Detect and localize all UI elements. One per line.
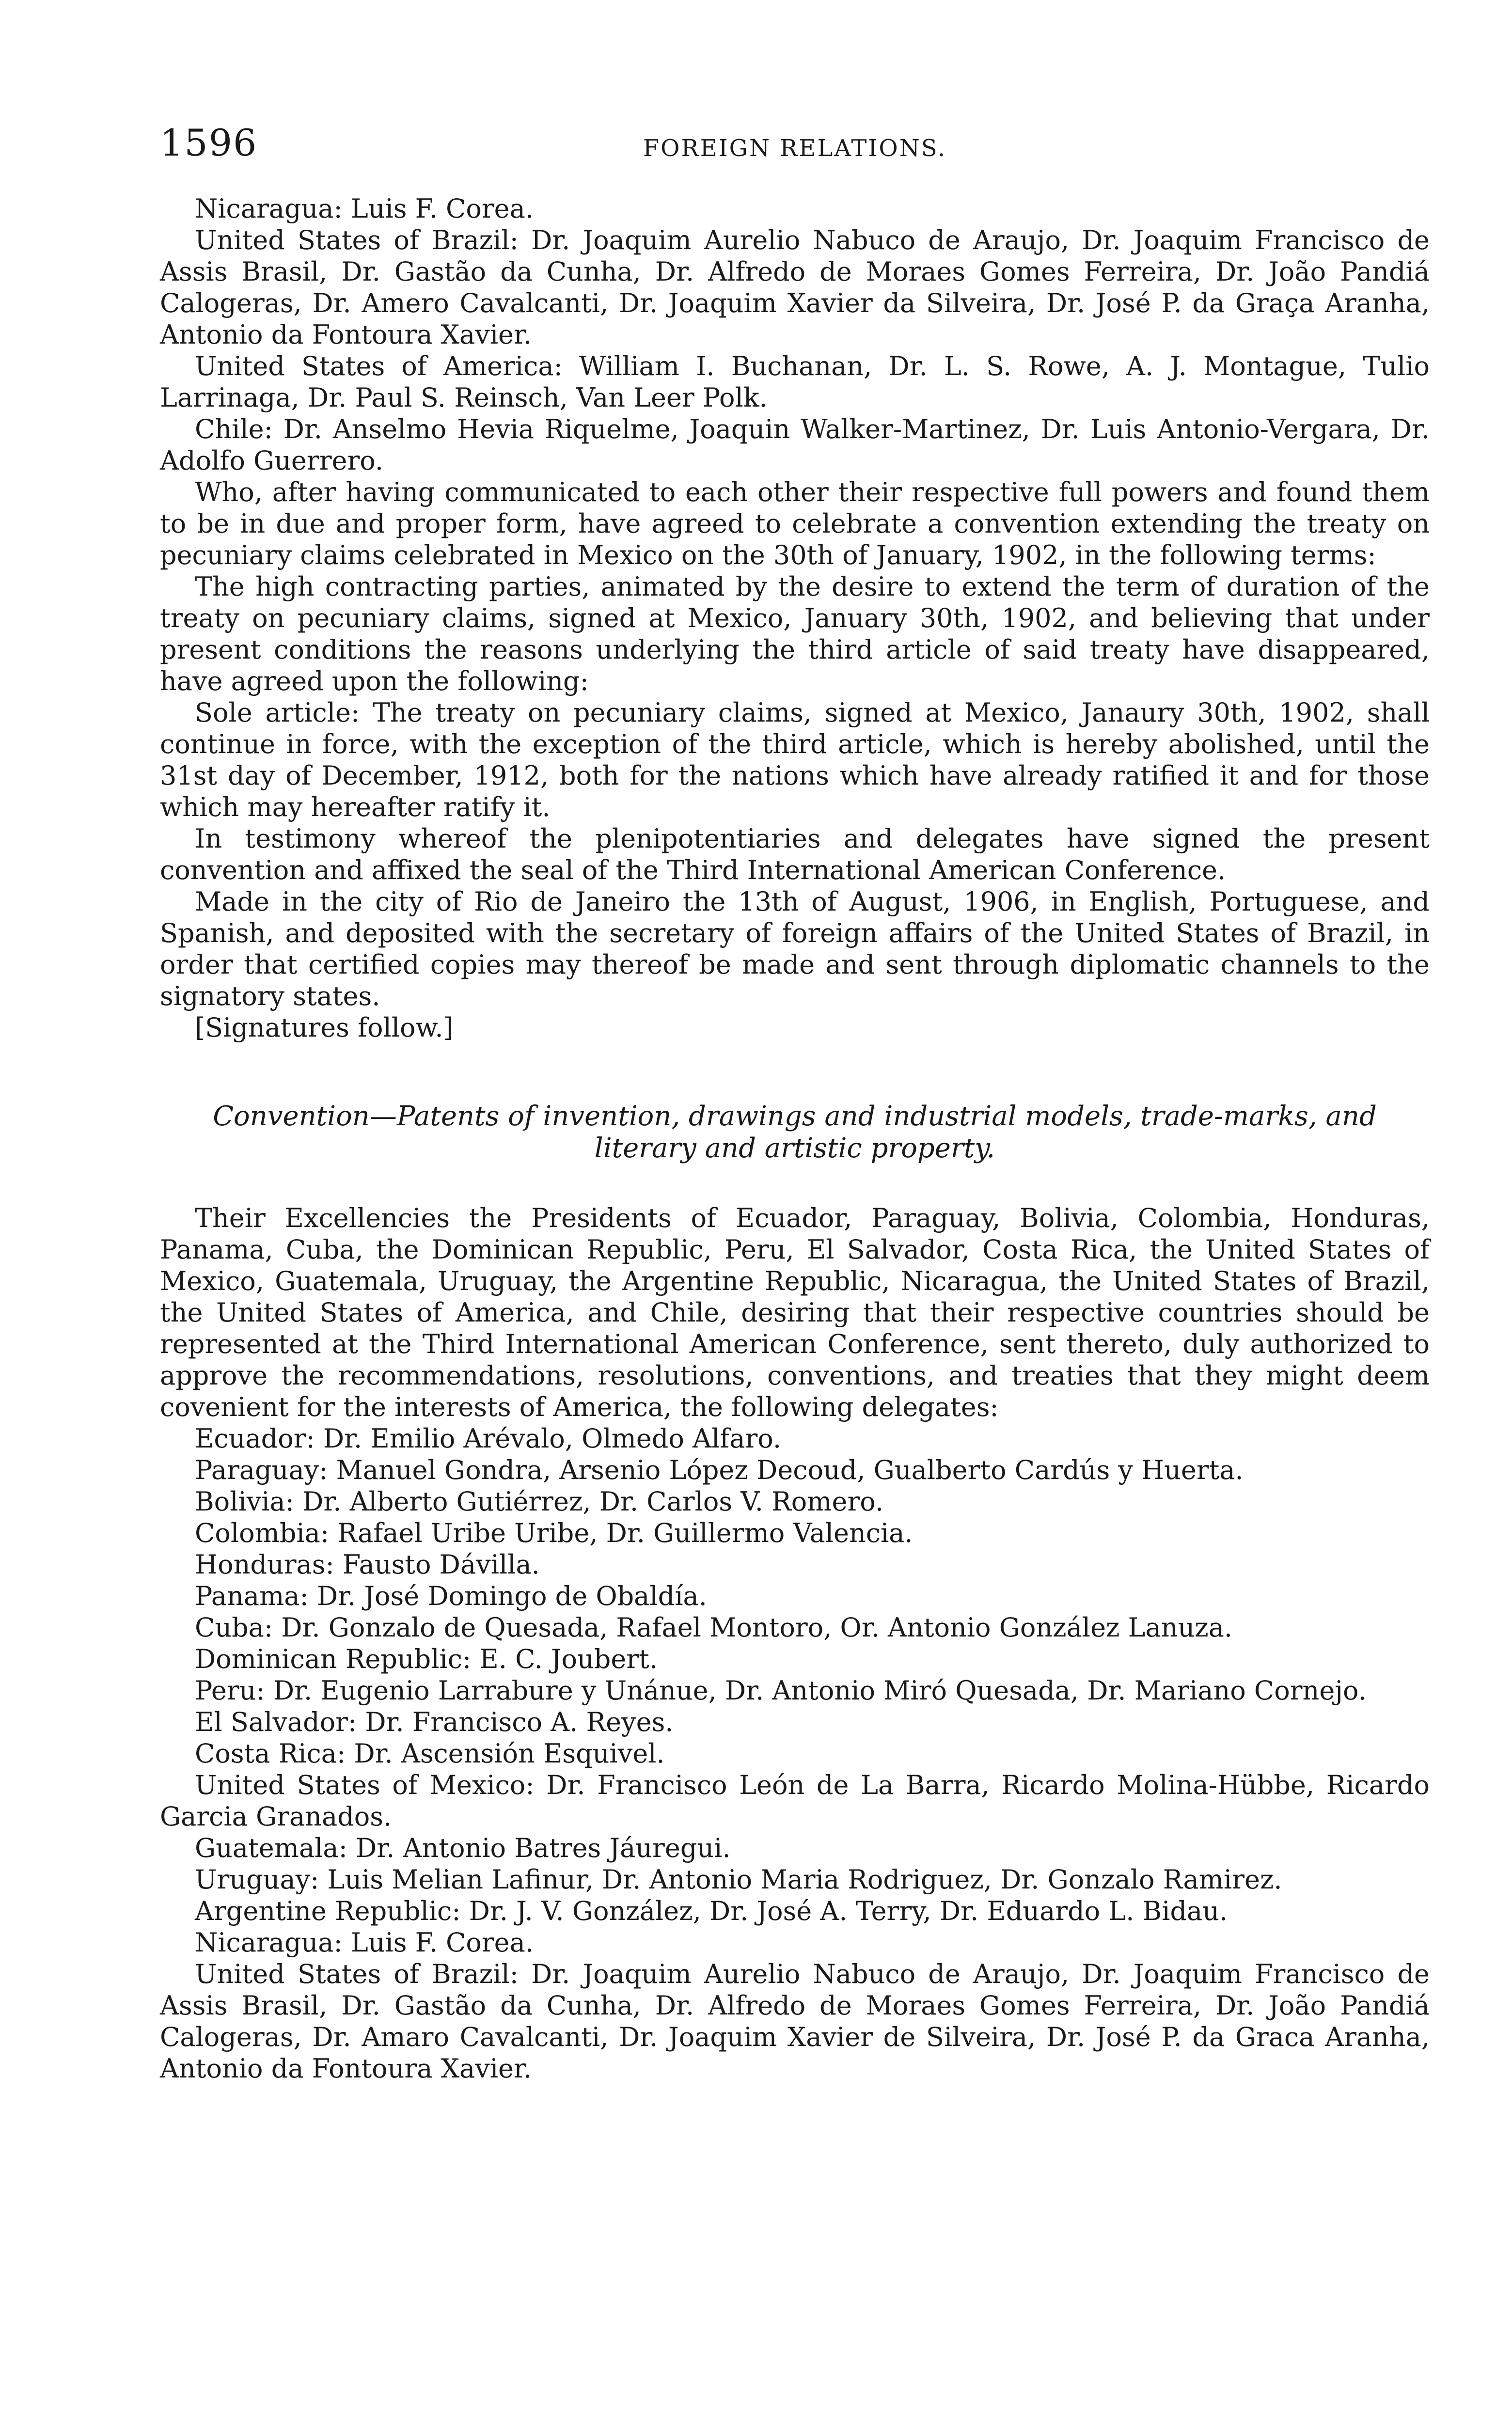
body-paragraph: Made in the city of Rio de Janeiro the 13th of August, 1906, in English, Portuguese, and Spanish, and deposited with the secretary of foreign affairs of the United States of Brazil, in order that certified copies may thereof be made and sent through diplomatic channels to the signatory states.	[160, 886, 1430, 1011]
body-paragraph: Sole article: The treaty on pecuniary claims, signed at Mexico, Janaury 30th, 1902, shall continue in force, with the exception of the third article, which is hereby abolished, until the 31st day of December, 1912, both for the nations which have already ratified it and for those which may hereafter ratify it.	[160, 697, 1430, 822]
delegate-entry: Nicaragua: Luis F. Corea.	[195, 1927, 534, 1958]
preamble-paragraph: Their Excellencies the Presidents of Ecuador, Paraguay, Bolivia, Colombia, Honduras, Panama, Cuba, the Dominican Republic, Peru, El Salvador, Costa Rica, the United States of Mexico, Guatemala, Uruguay, the Argentine Republic, Nicaragua, the United States of Brazil, the United States of America, and Chile, desiring that their respective countries should be represented at the Third International American Conference, sent thereto, duly authorized to approve the recommendations, resolutions, conventions, and treaties that they might deem covenient for the interests of America, the following delegates:	[160, 1203, 1430, 1422]
delegate-entry: El Salvador: Dr. Francisco A. Reyes.	[195, 1707, 674, 1737]
delegate-entry: Costa Rica: Dr. Ascensión Esquivel.	[195, 1738, 665, 1769]
body-paragraph: In testimony whereof the plenipotentiaries and delegates have signed the present convention and affixed the seal of the Third International American Conference.	[160, 823, 1430, 885]
running-head	[160, 121, 1430, 174]
delegate-entry: United States of Brazil: Dr. Joaquim Aurelio Nabuco de Araujo, Dr. Joaquim Francisco de Assis Brasil, Dr. Gastão da Cunha, Dr. Alfredo de Moraes Gomes Ferreira, Dr. João Pandiá Calogeras, Dr. Amaro Cavalcanti, Dr. Joaquim Xavier de Silveira, Dr. José P. da Graca Aranha, Antonio da Fontoura Xavier.	[160, 1959, 1430, 2084]
delegate-entry: United States of Brazil: Dr. Joaquim Aurelio Nabuco de Araujo, Dr. Joaquim Francisco de Assis Brasil, Dr. Gastão da Cunha, Dr. Alfredo de Moraes Gomes Ferreira, Dr. João Pandiá Calogeras, Dr. Amero Cavalcanti, Dr. Joaquim Xavier da Silveira, Dr. José P. da Graça Aranha, Antonio da Fontoura Xavier.	[160, 225, 1430, 350]
delegate-entry: Cuba: Dr. Gonzalo de Quesada, Rafael Montoro, Or. Antonio González Lanuza.	[195, 1612, 1233, 1643]
body-paragraph: Who, after having communicated to each other their respective full powers and found them to be in due and proper form, have agreed to celebrate a convention extending the treaty on pecuniary claims celebrated in Mexico on the 30th of January, 1902, in the following terms:	[160, 477, 1430, 570]
delegate-entry: United States of America: William I. Buchanan, Dr. L. S. Rowe, A. J. Montague, Tulio Larrinaga, Dr. Paul S. Reinsch, Van Leer Polk.	[160, 351, 1430, 413]
delegate-entry: Panama: Dr. José Domingo de Obaldía.	[195, 1581, 707, 1611]
delegate-entry: Bolivia: Dr. Alberto Gutiérrez, Dr. Carlos V. Romero.	[195, 1486, 884, 1517]
document-page	[160, 121, 1430, 2084]
delegate-entry: Colombia: Rafael Uribe Uribe, Dr. Guillermo Valencia.	[195, 1518, 913, 1548]
delegate-entry: Honduras: Fausto Dávilla.	[195, 1549, 540, 1580]
running-title: FOREIGN RELATIONS.	[643, 135, 947, 162]
page-number: 1596	[160, 121, 258, 164]
delegate-entry: Ecuador: Dr. Emilio Arévalo, Olmedo Alfaro.	[195, 1423, 782, 1454]
section-title: Convention—Patents of invention, drawings and industrial models, trade-marks, and literary and artistic property.	[213, 1101, 1377, 1164]
delegate-entry: United States of Mexico: Dr. Francisco León de La Barra, Ricardo Molina-Hübbe, Ricardo Garcia Granados.	[160, 1770, 1430, 1832]
delegate-entry: Dominican Republic: E. C. Joubert.	[195, 1644, 658, 1674]
signatures-note: [Signatures follow.]	[195, 1012, 454, 1043]
delegate-entry: Argentine Republic: Dr. J. V. González, Dr. José A. Terry, Dr. Eduardo L. Bidau.	[195, 1896, 1228, 1926]
delegate-entry: Guatemala: Dr. Antonio Batres Jáuregui.	[195, 1833, 731, 1863]
delegate-entry: Nicaragua: Luis F. Corea.	[195, 193, 534, 224]
delegate-entry: Paraguay: Manuel Gondra, Arsenio López Decoud, Gualberto Cardús y Huerta.	[195, 1455, 1244, 1485]
delegate-entry: Peru: Dr. Eugenio Larrabure y Unánue, Dr. Antonio Miró Quesada, Dr. Mariano Cornejo.	[195, 1675, 1367, 1706]
delegate-entry: Uruguay: Luis Melian Lafinur, Dr. Antonio Maria Rodriguez, Dr. Gonzalo Ramirez.	[195, 1864, 1282, 1895]
delegate-entry: Chile: Dr. Anselmo Hevia Riquelme, Joaquin Walker-Martinez, Dr. Luis Antonio-Vergara, Dr. Adolfo Guerrero.	[160, 414, 1430, 476]
body-paragraph: The high contracting parties, animated by the desire to extend the term of duration of the treaty on pecuniary claims, signed at Mexico, January 30th, 1902, and believing that under present conditions the reasons underlying the third article of said treaty have disappeared, have agreed upon the following:	[160, 571, 1430, 696]
document-text	[160, 193, 1430, 2084]
